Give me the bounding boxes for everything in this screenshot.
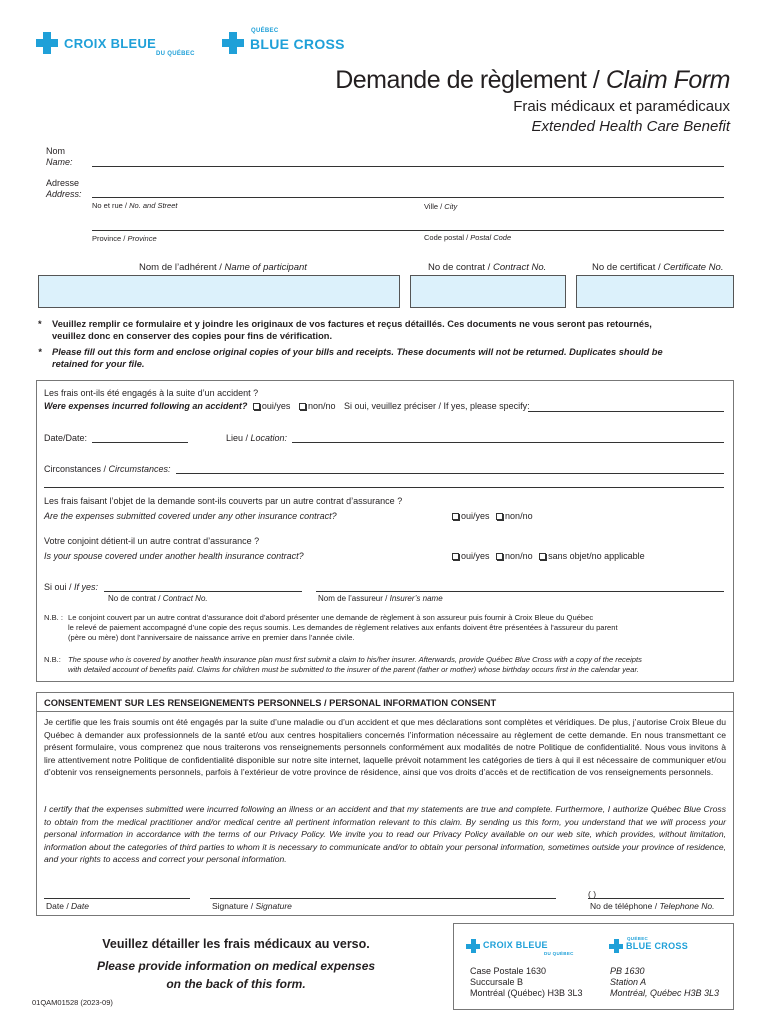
certificate-no-input[interactable] xyxy=(576,275,734,308)
city-label: Ville / City xyxy=(424,202,458,211)
detail-back-fr: Veuillez détailler les frais médicaux au verso. xyxy=(102,937,370,951)
name-field[interactable] xyxy=(92,166,724,167)
spouse-na-checkbox[interactable] xyxy=(539,553,546,560)
province-label: Province / Province xyxy=(92,234,157,243)
croix-bleue-wordmark: CROIX BLEUE xyxy=(483,940,548,950)
accident-question-fr: Les frais ont-ils été engagés à la suite d’un accident ? xyxy=(44,388,259,398)
spouse-yes-checkbox[interactable] xyxy=(452,553,459,560)
participant-name-input[interactable] xyxy=(38,275,400,308)
page-title: Demande de règlement / Claim Form xyxy=(335,66,730,94)
croix-bleue-sub: DU QUÉBEC xyxy=(156,51,195,57)
other-contract-no-field[interactable] xyxy=(104,591,302,592)
cross-icon xyxy=(609,939,623,953)
notice-en: * Please fill out this form and enclose original copies of your bills and receipts. These documents will not be returned. Duplicates should be retained for your file. xyxy=(38,347,663,369)
other-insurance-options: oui/yes non/no xyxy=(452,511,533,521)
blue-cross-wordmark: BLUE CROSS xyxy=(626,941,689,951)
certificate-no-label: No de certificat / Certificate No. xyxy=(592,262,724,273)
insurer-name-label: Nom de l’assureur / Insurer’s name xyxy=(318,594,443,603)
consent-date-field[interactable] xyxy=(44,898,190,899)
street-label: No et rue / No. and Street xyxy=(92,201,178,210)
consent-text-en: I certify that the expenses submitted were incurred following an illness or an accident and that my statements are true and complete. Furthermore, I authorize Québec Blue Cross to obtain from the medical practitioner and/or medical centre all pertinent information relevant to this claim. By sending us this form, you understand that we will process your personal information in accordance with the terms of our Privacy Policy. We invite you to read our Privacy Policy available on our web site, which provides, without limitation, information about the categories of third parties to whom it is necessary to communicate and/or to obtain your personal information, sometimes outside your province of residence, and your rights to access and correct your personal information. xyxy=(44,804,726,865)
croix-bleue-wordmark: CROIX BLEUE xyxy=(64,36,157,51)
blue-cross-sub: QUÉBEC xyxy=(627,936,649,941)
accident-no-checkbox[interactable] xyxy=(299,403,306,410)
nb-fr: N.B. : Le conjoint couvert par un autre contrat d’assurance doit d’abord présenter une demande de règlement à son assureur puis fournir à Croix Bleue du Québec le relevé de paiement accompagné d’une copie des reçus soumis. Les demandes de règlement relatives aux enfants doivent être présentées à l’assureur du parent (père ou mère) dont l’anniversaire de naissance arrive en premier dans l’année civile. xyxy=(44,613,618,642)
cross-icon xyxy=(36,32,58,54)
signature-field[interactable] xyxy=(210,898,556,899)
signature-label: Signature / Signature xyxy=(212,901,292,911)
detail-back-en: Please provide information on medical expenses on the back of this form. xyxy=(96,959,376,991)
contract-no-label: No de contrat / Contract No. xyxy=(428,262,547,273)
spouse-question-fr: Votre conjoint détient-il un autre contrat d’assurance ? xyxy=(44,536,260,546)
if-yes-label: Si oui / If yes: xyxy=(44,582,99,592)
accident-location-label: Lieu / Location: xyxy=(226,433,288,443)
other-insurance-question-fr: Les frais faisant l’objet de la demande sont-ils couverts par un autre contrat d’assurance ? xyxy=(44,496,403,506)
other-contract-no-label: No de contrat / Contract No. xyxy=(108,594,208,603)
spouse-no-checkbox[interactable] xyxy=(496,553,503,560)
cross-icon xyxy=(466,939,480,953)
phone-area-code: ( ) xyxy=(588,889,597,899)
contract-no-input[interactable] xyxy=(410,275,566,308)
address-field[interactable] xyxy=(92,197,724,198)
phone-label: No de téléphone / Telephone No. xyxy=(590,901,715,911)
blue-cross-sub: QUÉBEC xyxy=(251,28,279,34)
spouse-question-en: Is your spouse covered under another health insurance contract? xyxy=(44,551,304,561)
consent-title-divider xyxy=(36,711,734,712)
participant-name-label: Nom de l’adhérent / Name of participant xyxy=(139,262,307,273)
insurer-name-field[interactable] xyxy=(316,591,724,592)
circumstances-label: Circonstances / Circumstances: xyxy=(44,464,171,474)
other-insurance-question-en: Are the expenses submitted covered under any other insurance contract? xyxy=(44,511,337,521)
province-postal-field[interactable] xyxy=(92,230,724,231)
address-fr: Case Postale 1630 Succursale B Montréal (Québec) H3B 3L3 xyxy=(470,966,583,998)
cross-icon xyxy=(222,32,244,54)
spouse-options: oui/yes non/no sans objet/no applicable xyxy=(452,551,645,561)
phone-field[interactable] xyxy=(588,898,724,899)
nb-en: N.B.: The spouse who is covered by another health insurance plan must first submit a claim to his/her insurer. Afterwards, provide Québec Blue Cross with a copy of the receipts with detailed account of benefits paid. Claims for children must be submitted to the insurer of the parent (father or mother) whose birthday occurs first in the calendar year. xyxy=(44,655,642,674)
subtitle-fr: Frais médicaux et paramédicaux xyxy=(513,98,730,115)
address-label: Adresse Address: xyxy=(46,178,82,199)
blue-cross-wordmark: BLUE CROSS xyxy=(250,36,345,52)
circumstances-field-2[interactable] xyxy=(44,487,724,488)
subtitle-en: Extended Health Care Benefit xyxy=(531,118,730,135)
consent-text-fr: Je certifie que les frais soumis ont été engagés par la suite d’une maladie ou d’un accident et que mes déclarations sont complètes et véridiques. De plus, j’autorise Croix Bleue du Québec à demander aux professionnels de la santé et/ou aux centres hospitaliers concernés l’information nécessaire au règlement de cette demande. En nous transmettant ce présent formulaire, vous comprenez que nous traiterons vos renseignements personnels conformément aux modalités de notre Politique de confidentialité. Nous vous invitons à lire attentivement notre Politique de confidentialité disponible sur notre site internet, laquelle prévoit notamment les catégories de tiers à qui il est nécessaire de communiquer et/ou d’obtenir vos renseignements personnels, parfois à l’extérieur de votre province de résidence, ainsi que vos droits d’accès et de rectification de vos renseignements personnels. xyxy=(44,717,726,778)
consent-date-label: Date / Date xyxy=(46,901,90,911)
croix-bleue-sub: DU QUÉBEC xyxy=(544,951,574,956)
circumstances-field[interactable] xyxy=(176,473,724,474)
address-en: PB 1630 Station A Montréal, Québec H3B 3L3 xyxy=(610,966,720,998)
name-label: Nom Name: xyxy=(46,146,73,167)
notice-fr: * Veuillez remplir ce formulaire et y joindre les originaux de vos factures et reçus détaillés. Ces documents ne vous seront pas retournés, veuillez donc en conserver des copies pour fins de vérification. xyxy=(38,319,652,341)
accident-yes-checkbox[interactable] xyxy=(253,403,260,410)
accident-specify-field[interactable] xyxy=(528,411,724,412)
form-code: 01QAM01528 (2023-09) xyxy=(32,998,113,1007)
other-insurance-yes-checkbox[interactable] xyxy=(452,513,459,520)
accident-location-field[interactable] xyxy=(292,442,724,443)
accident-date-label: Date/Date: xyxy=(44,433,88,443)
other-insurance-no-checkbox[interactable] xyxy=(496,513,503,520)
consent-title: CONSENTEMENT SUR LES RENSEIGNEMENTS PERSONNELS / PERSONAL INFORMATION CONSENT xyxy=(44,698,497,708)
postal-label: Code postal / Postal Code xyxy=(424,233,512,242)
accident-question-en: Were expenses incurred following an accident? oui/yes non/no Si oui, veuillez préciser / If yes, please specify: xyxy=(44,401,530,411)
accident-date-field[interactable] xyxy=(92,442,188,443)
